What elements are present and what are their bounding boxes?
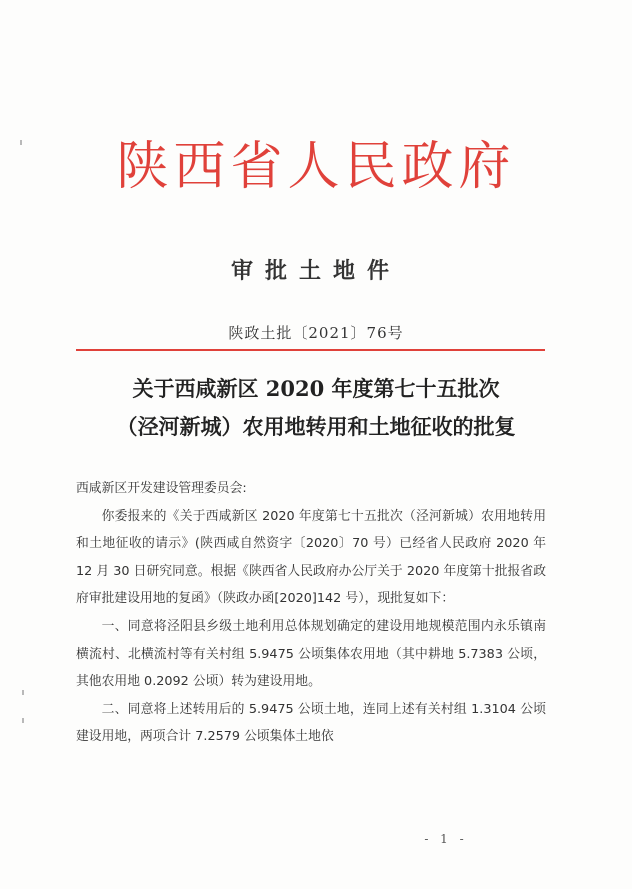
- title-line-2: （泾河新城）农用地转用和土地征收的批复: [116, 414, 516, 439]
- document-number: 陕政土批〔2021〕76号: [228, 324, 404, 342]
- document-body: [76, 475, 546, 751]
- document-title: [60, 370, 572, 446]
- body-paragraph: 你委报来的《关于西咸新区 2020 年度第七十五批次（泾河新城）农用地转用和土地征收的请示》(陕西咸自然资字〔2020〕70 号）已经省人民政府 2020 年 12 月 30 日研究同意。根据《陕西省人民政府办公厅关于 2020 年度第十批报省政府审批建设用地的复函》（陕政办函[2020]142 号），现批复如下：: [76, 508, 546, 607]
- title-line-1: 关于西咸新区 2020 年度第七十五批次: [132, 376, 500, 401]
- scan-mark: [22, 690, 24, 695]
- document-type: 审批土地件: [230, 258, 401, 284]
- body-paragraph: 二、同意将上述转用后的 5.9475 公顷土地，连同上述有关村组 1.3104 公顷建设用地，两项合计 7.2579 公顷集体土地依: [76, 701, 546, 745]
- issuer-name: 陕西省人民政府: [116, 137, 516, 197]
- body-paragraph: 一、同意将泾阳县乡级土地利用总体规划确定的建设用地规模范围内永乐镇南横流村、北横流村等有关村组 5.9475 公顷集体农用地（其中耕地 5.7383 公顷，其他农用地 0.2092 公顷）转为建设用地。: [76, 618, 546, 690]
- page-number: [0, 832, 632, 846]
- page-number-text: - 1 -: [424, 832, 468, 846]
- scan-mark: [22, 718, 24, 723]
- red-separator-line: [76, 349, 545, 351]
- addressee: 西咸新区开发建设管理委员会:: [76, 481, 247, 496]
